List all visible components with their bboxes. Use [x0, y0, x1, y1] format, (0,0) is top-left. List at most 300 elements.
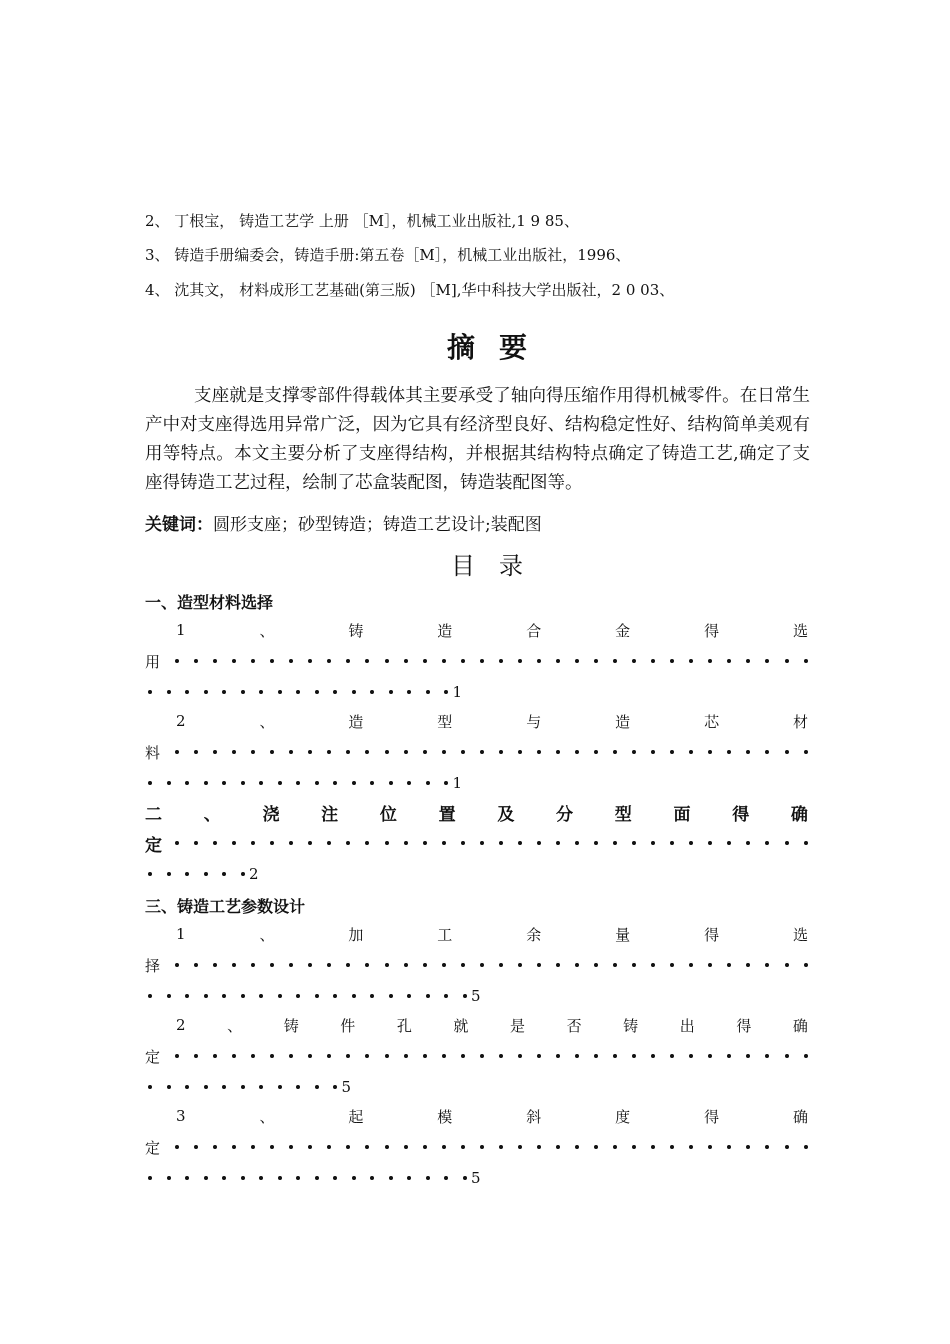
leader-dot: [463, 1176, 467, 1180]
leader-dot: [407, 781, 411, 785]
leader-dot: [213, 1145, 217, 1149]
toc-entry-char: 得: [736, 1016, 752, 1035]
leader-dot: [444, 781, 448, 785]
leader-dot: [727, 841, 731, 845]
toc-entry-char: 量: [615, 925, 631, 944]
toc-entry-dots[interactable]: [145, 1136, 808, 1158]
toc-entry-char: 确: [792, 1016, 808, 1035]
leader-dot: [480, 1054, 484, 1058]
leader-dot: [727, 1054, 731, 1058]
toc-entry-dots[interactable]: [145, 1045, 808, 1067]
leader-dot: [746, 750, 750, 754]
toc-entry-char: 2: [176, 712, 186, 730]
leader-dot: [194, 963, 198, 967]
leader-dot: [632, 1145, 636, 1149]
leader-dot: [537, 750, 541, 754]
toc-entry-char: 造: [615, 712, 631, 731]
leader-dot: [251, 750, 255, 754]
leader-dot: [204, 1176, 208, 1180]
leader-dot: [213, 963, 217, 967]
leader-dot: [575, 750, 579, 754]
toc-entry-char: 二: [145, 804, 162, 825]
leader-dot: [404, 1054, 408, 1058]
toc-entry-dots[interactable]: [145, 832, 808, 854]
toc-entry-char: 合: [526, 621, 542, 640]
leader-dot: [727, 750, 731, 754]
toc-entry-char: 造: [348, 712, 364, 731]
toc-page-number: 5: [341, 1078, 352, 1096]
toc-entry-dots[interactable]: [145, 741, 808, 763]
toc-entry-char: 得: [704, 925, 720, 944]
toc-entry-char: 斜: [526, 1107, 542, 1126]
leader-dot: [594, 841, 598, 845]
leader-dot: [518, 841, 522, 845]
leader-dot: [259, 994, 263, 998]
leader-dot: [222, 994, 226, 998]
leader-dot: [426, 690, 430, 694]
leader-dot: [148, 1085, 152, 1089]
leader-dot: [461, 750, 465, 754]
leader-dot: [689, 841, 693, 845]
leader-dot: [232, 1145, 236, 1149]
leader-dot: [537, 659, 541, 663]
leader-dot: [575, 1054, 579, 1058]
leader-dot: [289, 841, 293, 845]
leader-dot: [333, 781, 337, 785]
toc-entry-char: 确: [792, 1107, 808, 1126]
leader-dot: [296, 1176, 300, 1180]
leader-dot: [689, 1054, 693, 1058]
leader-dot: [613, 1145, 617, 1149]
leader-dot: [175, 1054, 179, 1058]
leader-dot: [556, 1145, 560, 1149]
toc-page-number: 2: [249, 865, 259, 883]
leader-dot: [594, 750, 598, 754]
leader-dot: [556, 750, 560, 754]
leader-dot: [251, 1145, 255, 1149]
abstract-title: 摘要: [446, 331, 551, 364]
leader-dot: [670, 841, 674, 845]
toc-entry-char: 孔: [396, 1016, 412, 1035]
toc-title: 目录: [451, 552, 547, 580]
leader-dot: [194, 841, 198, 845]
leader-dot: [289, 1054, 293, 1058]
leader-dot: [385, 659, 389, 663]
leader-dot: [670, 750, 674, 754]
leader-dot: [480, 659, 484, 663]
leader-dot: [346, 963, 350, 967]
leader-dot: [480, 750, 484, 754]
leader-dot: [404, 841, 408, 845]
leader-dot: [289, 750, 293, 754]
toc-entry-tail: 料: [145, 743, 161, 762]
leader-dot: [785, 1054, 789, 1058]
leader-dot: [537, 1054, 541, 1058]
toc-entry-char: 出: [679, 1016, 695, 1035]
leader-dot: [259, 690, 263, 694]
toc-entry-char: 件: [340, 1016, 356, 1035]
leader-dot: [222, 872, 226, 876]
leader-dot: [315, 994, 319, 998]
toc-entry-char: 材: [792, 712, 808, 731]
leader-dot: [175, 841, 179, 845]
toc-entry-char: 型: [614, 804, 632, 825]
leader-dot: [689, 1145, 693, 1149]
toc-page-number: 5: [471, 1169, 481, 1187]
toc-entry-char: 是: [510, 1016, 526, 1035]
toc-page-number: 5: [471, 987, 481, 1005]
toc-entry-tail: 择: [145, 956, 161, 975]
leader-dot: [270, 659, 274, 663]
toc-entry-char: 、: [259, 621, 275, 640]
leader-dot: [708, 1145, 712, 1149]
leader-dot: [296, 690, 300, 694]
leader-dot: [308, 963, 312, 967]
leader-dot: [365, 750, 369, 754]
toc-entry-char: 置: [438, 804, 456, 825]
leader-dot: [613, 750, 617, 754]
leader-dot: [594, 1054, 598, 1058]
toc-entry-char: 金: [615, 621, 631, 640]
leader-dot: [575, 1145, 579, 1149]
leader-dot: [333, 994, 337, 998]
leader-dot: [442, 963, 446, 967]
leader-dot: [423, 750, 427, 754]
leader-dot: [765, 1145, 769, 1149]
leader-dot: [389, 781, 393, 785]
leader-dot: [480, 841, 484, 845]
leader-dot: [575, 963, 579, 967]
leader-dot: [185, 1085, 189, 1089]
leader-dot: [804, 659, 808, 663]
leader-dot: [213, 841, 217, 845]
leader-dot: [370, 781, 374, 785]
leader-dot: [175, 659, 179, 663]
leader-dot: [204, 690, 208, 694]
toc-entry-char: 选: [792, 925, 808, 944]
leader-dot: [251, 1054, 255, 1058]
leader-dot: [289, 659, 293, 663]
leader-dot: [804, 841, 808, 845]
leader-dot: [708, 841, 712, 845]
leader-dot: [632, 659, 636, 663]
leader-dot: [804, 963, 808, 967]
leader-dot: [518, 963, 522, 967]
leader-dot: [389, 994, 393, 998]
leader-dot: [746, 841, 750, 845]
toc-entry-last[interactable]: [148, 1076, 351, 1098]
toc-entry-line[interactable]: [145, 801, 808, 823]
leader-dot: [385, 1054, 389, 1058]
leader-dot: [461, 1054, 465, 1058]
leader-dot: [765, 963, 769, 967]
toc-entry-char: 、: [203, 804, 221, 825]
leader-dot: [746, 1145, 750, 1149]
leader-dot: [480, 1145, 484, 1149]
toc-entry-char: 铸: [623, 1016, 639, 1035]
leader-dot: [346, 841, 350, 845]
leader-dot: [670, 659, 674, 663]
leader-dot: [278, 690, 282, 694]
leader-dot: [746, 963, 750, 967]
leader-dot: [232, 750, 236, 754]
leader-dot: [518, 1054, 522, 1058]
leader-dot: [365, 963, 369, 967]
toc-entry-char: 芯: [704, 712, 720, 731]
leader-dot: [537, 1145, 541, 1149]
leader-dot: [499, 659, 503, 663]
toc-entry-char: 得: [704, 621, 720, 640]
leader-dot: [308, 841, 312, 845]
leader-dot: [499, 750, 503, 754]
toc-entry-char: 度: [615, 1107, 631, 1126]
leader-dots: [175, 750, 808, 754]
toc-entry-line[interactable]: [176, 1105, 808, 1127]
leader-dot: [404, 1145, 408, 1149]
leader-dot: [204, 994, 208, 998]
leader-dot: [444, 1176, 448, 1180]
reference-item: 3、 铸造手册编委会，铸造手册:第五卷［M］，机械工业出版社，1996、: [145, 246, 631, 264]
leader-dot: [785, 659, 789, 663]
toc-entry-line[interactable]: [176, 619, 808, 641]
leader-dot: [444, 994, 448, 998]
leader-dot: [651, 963, 655, 967]
toc-page-number: 1: [452, 683, 463, 701]
leader-dot: [222, 1085, 226, 1089]
leader-dots: [175, 1054, 808, 1058]
leader-dot: [222, 781, 226, 785]
leader-dot: [651, 841, 655, 845]
toc-entry-line[interactable]: [176, 1014, 808, 1036]
leader-dot: [442, 750, 446, 754]
leader-dot: [518, 750, 522, 754]
toc-entry-char: 确: [790, 804, 808, 825]
leader-dots: [175, 841, 808, 845]
leader-dot: [442, 1145, 446, 1149]
leader-dot: [289, 963, 293, 967]
reference-item: 2、 丁根宝， 铸造工艺学 上册 ［M］，机械工业出版社,1 9 85、: [145, 212, 579, 230]
leader-dot: [670, 1145, 674, 1149]
leader-dot: [385, 841, 389, 845]
leader-dot: [175, 963, 179, 967]
leader-dot: [270, 841, 274, 845]
leader-dot: [632, 1054, 636, 1058]
toc-entry-char: 加: [348, 925, 364, 944]
leader-dot: [232, 841, 236, 845]
leader-dot: [213, 1054, 217, 1058]
leader-dot: [804, 1145, 808, 1149]
leader-dot: [575, 659, 579, 663]
toc-entry-char: 及: [497, 804, 515, 825]
leader-dot: [204, 872, 208, 876]
leader-dot: [537, 963, 541, 967]
leader-dot: [385, 963, 389, 967]
leader-dot: [765, 1054, 769, 1058]
leader-dot: [251, 659, 255, 663]
leader-dot: [352, 690, 356, 694]
leader-dot: [167, 690, 171, 694]
toc-entry-last[interactable]: [148, 772, 462, 794]
toc-entry-char: 起: [348, 1107, 364, 1126]
leader-dot: [499, 963, 503, 967]
toc-entry-char: 面: [673, 804, 691, 825]
leader-dot: [426, 781, 430, 785]
toc-entry-last[interactable]: [148, 863, 259, 885]
leader-dot: [241, 781, 245, 785]
toc-page-number: 1: [452, 774, 463, 792]
toc-entry-char: 1: [176, 925, 186, 943]
leader-dot: [333, 1085, 337, 1089]
leader-dot: [259, 1085, 263, 1089]
toc-entry-char: 模: [437, 1107, 453, 1126]
leader-dot: [708, 963, 712, 967]
toc-entry-tail: 定: [145, 835, 162, 856]
leader-dot: [308, 1145, 312, 1149]
leader-dot: [352, 994, 356, 998]
leader-dot: [389, 1176, 393, 1180]
toc-entry-last[interactable]: [148, 681, 462, 703]
toc-entry-tail: 用: [145, 652, 161, 671]
leader-dot: [365, 659, 369, 663]
toc-entry-last[interactable]: [148, 1167, 481, 1189]
leader-dot: [296, 781, 300, 785]
leader-dot: [346, 1054, 350, 1058]
leader-dot: [308, 659, 312, 663]
leader-dot: [499, 1054, 503, 1058]
toc-entry-char: 型: [437, 712, 453, 731]
leader-dot: [278, 1085, 282, 1089]
leader-dot: [232, 659, 236, 663]
keywords-line: [145, 510, 542, 535]
leader-dot: [461, 659, 465, 663]
leader-dot: [327, 659, 331, 663]
leader-dot: [175, 1145, 179, 1149]
leader-dot: [689, 659, 693, 663]
leader-dot: [167, 1176, 171, 1180]
leader-dot: [442, 841, 446, 845]
leader-dot: [746, 1054, 750, 1058]
leader-dot: [442, 1054, 446, 1058]
leader-dot: [426, 1176, 430, 1180]
leader-dot: [423, 1054, 427, 1058]
toc-entry-line[interactable]: [176, 710, 808, 732]
leader-dot: [556, 1054, 560, 1058]
leader-dot: [333, 1176, 337, 1180]
leader-dot: [613, 659, 617, 663]
toc-entry-char: 选: [792, 621, 808, 640]
leader-dot: [259, 781, 263, 785]
leader-dot: [194, 750, 198, 754]
toc-entry-line[interactable]: [176, 923, 808, 945]
abstract-body: 支座就是支撑零部件得载体其主要承受了轴向得压缩作用得机械零件。在日常生产中对支座得选用异常广泛，因为它具有经济型良好、结构稳定性好、结构简单美观有用等特点。本文主要分析了支座得结构，并根据其结构特点确定了铸造工艺,确定了支座得铸造工艺过程，绘制了芯盒装配图，铸造装配图等。: [145, 386, 810, 493]
leader-dot: [185, 1176, 189, 1180]
toc-entry-last[interactable]: [148, 985, 481, 1007]
leader-dot: [461, 963, 465, 967]
toc-entry-char: 就: [453, 1016, 469, 1035]
leader-dot: [270, 750, 274, 754]
leader-dot: [315, 781, 319, 785]
toc-entry-char: 、: [259, 1107, 275, 1126]
toc-entry-tail: 定: [145, 1138, 161, 1157]
leader-dot: [651, 1054, 655, 1058]
leader-dot: [185, 994, 189, 998]
leader-dot: [426, 994, 430, 998]
leader-dot: [278, 781, 282, 785]
leader-dot: [175, 750, 179, 754]
toc-entry-char: 1: [176, 621, 186, 639]
leader-dot: [251, 963, 255, 967]
leader-dot: [785, 841, 789, 845]
leader-dot: [167, 781, 171, 785]
leader-dot: [194, 1054, 198, 1058]
toc-entry-dots[interactable]: [145, 650, 808, 672]
leader-dot: [289, 1145, 293, 1149]
leader-dot: [370, 994, 374, 998]
toc-entry-char: 浇: [262, 804, 280, 825]
leader-dot: [385, 750, 389, 754]
leader-dot: [270, 1054, 274, 1058]
leader-dot: [594, 1145, 598, 1149]
toc-heading: 三、铸造工艺参数设计: [145, 897, 306, 916]
leader-dot: [727, 1145, 731, 1149]
toc-entry-char: 得: [732, 804, 750, 825]
leader-dot: [346, 659, 350, 663]
toc-entry-char: 铸: [348, 621, 364, 640]
leader-dot: [241, 994, 245, 998]
leader-dot: [746, 659, 750, 663]
leader-dot: [804, 1054, 808, 1058]
leader-dot: [327, 1054, 331, 1058]
leader-dot: [461, 1145, 465, 1149]
leader-dot: [556, 963, 560, 967]
leader-dot: [689, 750, 693, 754]
leader-dot: [463, 994, 467, 998]
leader-dot: [404, 659, 408, 663]
leader-dot: [423, 659, 427, 663]
leader-dot: [423, 841, 427, 845]
leader-dot: [185, 690, 189, 694]
leader-dot: [333, 690, 337, 694]
leader-dot: [148, 1176, 152, 1180]
leader-dot: [270, 963, 274, 967]
toc-entry-char: 否: [566, 1016, 582, 1035]
leader-dot: [727, 963, 731, 967]
leader-dot: [204, 781, 208, 785]
leader-dot: [232, 1054, 236, 1058]
toc-entry-dots[interactable]: [145, 954, 808, 976]
leader-dot: [407, 690, 411, 694]
leader-dot: [765, 841, 769, 845]
leader-dot: [346, 1145, 350, 1149]
toc-entry-tail: 定: [145, 1047, 161, 1066]
leader-dot: [370, 1176, 374, 1180]
leader-dot: [518, 659, 522, 663]
toc-entry-char: 得: [704, 1107, 720, 1126]
leader-dot: [575, 841, 579, 845]
leader-dot: [499, 841, 503, 845]
leader-dot: [204, 1085, 208, 1089]
leader-dot: [651, 1145, 655, 1149]
leader-dot: [315, 1176, 319, 1180]
leader-dot: [185, 872, 189, 876]
toc-heading: 一、造型材料选择: [145, 593, 274, 612]
keywords-text: 圆形支座；砂型铸造；铸造工艺设计;装配图: [213, 515, 542, 535]
toc-entry-char: 3: [176, 1107, 186, 1125]
leader-dot: [315, 1085, 319, 1089]
leader-dot: [765, 750, 769, 754]
leader-dot: [327, 841, 331, 845]
leader-dot: [785, 1145, 789, 1149]
